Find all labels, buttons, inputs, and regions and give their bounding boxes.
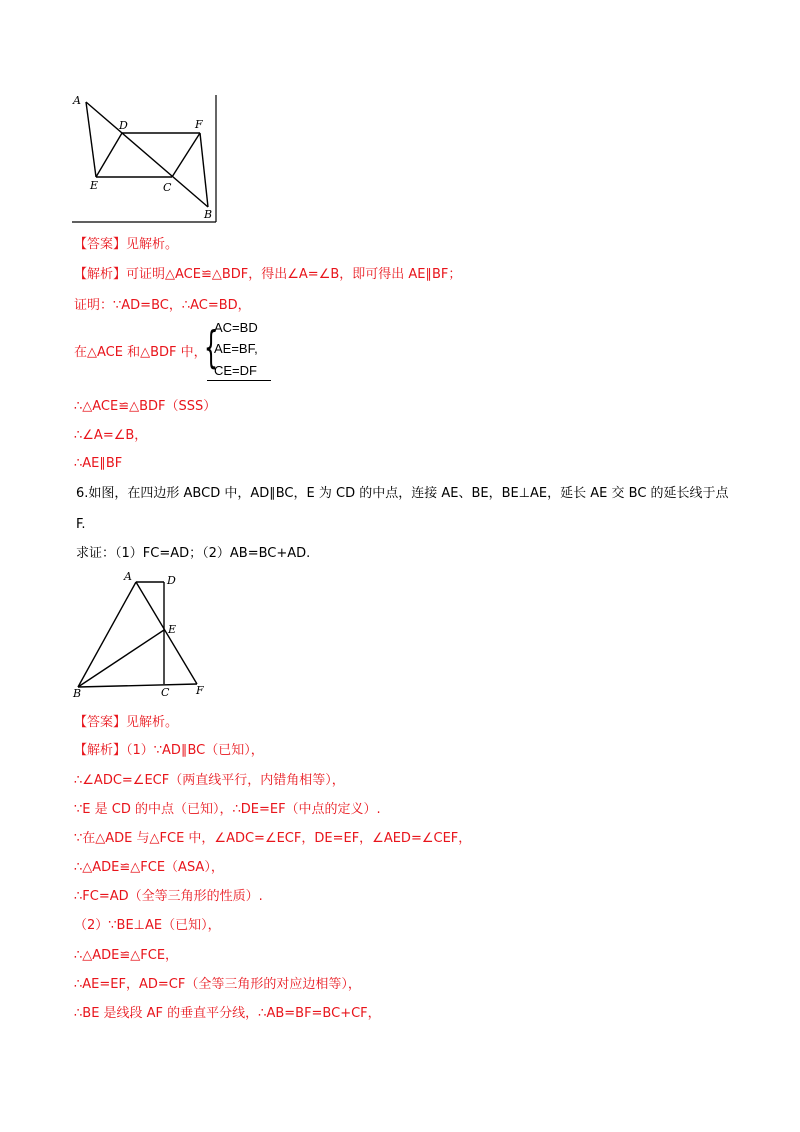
segment-FB bbox=[200, 133, 208, 207]
q6-solution-line-5: ∴△ADE≌△FCE（ASA）， bbox=[74, 860, 224, 875]
q5-in-triangles: 在△ACE 和△BDF 中， bbox=[74, 345, 207, 360]
label-A: A bbox=[124, 570, 132, 583]
q5-conclusion-2: ∴∠A=∠B， bbox=[74, 428, 148, 443]
q6-solution-line-1: 【解析】（1）∵AD∥BC（已知）， bbox=[74, 743, 264, 758]
brace-row-2: AE=BF, bbox=[214, 341, 258, 356]
q5-answer: 【答案】见解析。 bbox=[74, 237, 179, 252]
q5-conclusion-1: ∴△ACE≌△BDF（SSS） bbox=[74, 399, 217, 414]
label-C: C bbox=[163, 181, 172, 194]
figure-1-quadrilateral-diagram bbox=[70, 90, 225, 225]
segment-AB bbox=[78, 582, 136, 687]
label-B: B bbox=[73, 687, 82, 700]
label-B: B bbox=[204, 208, 213, 221]
q6-solution-line-6: ∴FC=AD（全等三角形的性质）. bbox=[74, 889, 263, 904]
segment-AF bbox=[136, 582, 197, 684]
label-F: F bbox=[196, 684, 204, 697]
q5-analysis: 【解析】可证明△ACE≌△BDF，得出∠A=∠B，即可得出 AE∥BF； bbox=[74, 267, 462, 282]
q6-answer: 【答案】见解析。 bbox=[74, 715, 179, 730]
q6-solution-line-4: ∵在△ADE 与△FCE 中，∠ADC=∠ECF，DE=EF，∠AED=∠CEF， bbox=[74, 831, 472, 846]
segment-FC bbox=[172, 133, 200, 177]
label-F: F bbox=[195, 118, 203, 131]
segment-AB bbox=[86, 102, 208, 207]
q6-solution-line-2: ∴∠ADC=∠ECF（两直线平行，内错角相等）， bbox=[74, 773, 345, 788]
brace-row-3: CE=DF bbox=[214, 363, 257, 378]
segment-AE bbox=[86, 102, 96, 177]
q5-conclusion-3: ∴AE∥BF bbox=[74, 456, 123, 471]
label-A: A bbox=[73, 94, 81, 107]
segment-DE bbox=[96, 133, 122, 177]
q6-solution-line-10: ∴BE 是线段 AF 的垂直平分线，∴AB=BF=BC+CF， bbox=[74, 1006, 381, 1021]
q5-proof-line-1: 证明：∵AD=BC，∴AC=BD， bbox=[74, 298, 251, 313]
label-E: E bbox=[90, 179, 99, 192]
brace-underline bbox=[207, 380, 271, 381]
brace-row-1: AC=BD bbox=[214, 320, 258, 335]
q5-brace-system bbox=[204, 318, 274, 382]
q6-solution-line-8: ∴△ADE≌△FCE， bbox=[74, 948, 179, 963]
segment-BE bbox=[78, 630, 164, 687]
q6-question-line-2: F. bbox=[76, 517, 86, 532]
label-C: C bbox=[161, 686, 170, 699]
segment-BF bbox=[78, 684, 197, 687]
label-D: D bbox=[167, 574, 176, 587]
left-brace-icon: { bbox=[204, 322, 218, 373]
q6-question-line-1: 6.如图，在四边形 ABCD 中，AD∥BC，E 为 CD 的中点，连接 AE、BE，BE⊥AE，延长 AE 交 BC 的延长线于点 bbox=[76, 486, 729, 501]
q6-solution-line-7: （2）∵BE⊥AE（已知）， bbox=[74, 918, 221, 933]
q6-prove: 求证：（1）FC=AD；（2）AB=BC+AD. bbox=[76, 546, 311, 561]
q6-solution-line-9: ∴AE=EF，AD=CF（全等三角形的对应边相等）， bbox=[74, 977, 361, 992]
figure-2-quadrilateral-diagram bbox=[70, 570, 220, 700]
label-D: D bbox=[119, 119, 128, 132]
q6-solution-line-3: ∵E 是 CD 的中点（已知），∴DE=EF（中点的定义）. bbox=[74, 802, 381, 817]
label-E: E bbox=[168, 623, 177, 636]
